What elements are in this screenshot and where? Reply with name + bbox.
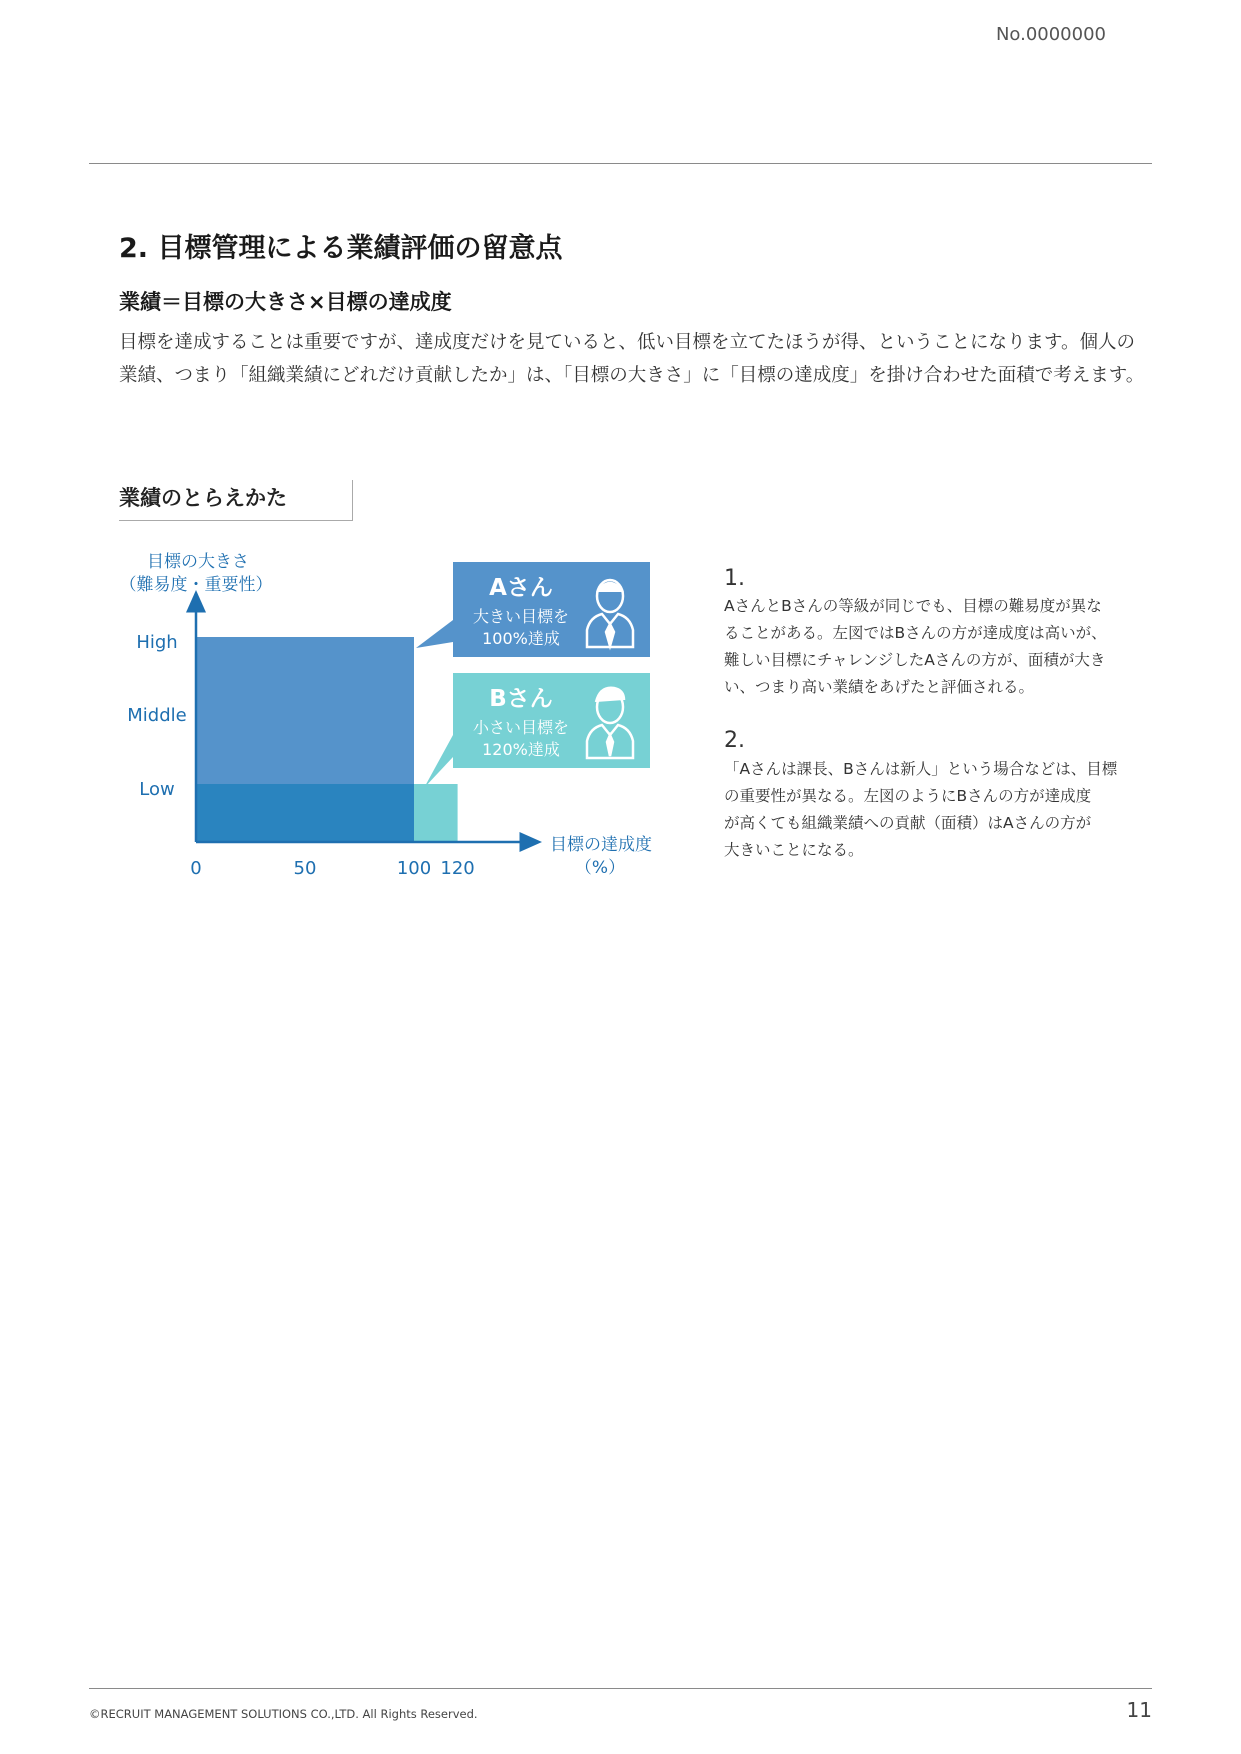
note-2-number: 2.	[724, 728, 745, 753]
intro-line-1: 目標を達成することは重要ですが、達成度だけを見ていると、低い目標を立てたほうが得、ということになります。個人の	[119, 332, 1136, 353]
y-axis-title-line2: （難易度・重要性）	[119, 575, 273, 595]
callout-b-san	[424, 673, 650, 788]
formula-heading: 業績＝目標の大きさ×目標の達成度	[119, 290, 452, 314]
x-tick-100: 100	[396, 858, 432, 879]
callout-a-line2: 100%達成	[482, 629, 560, 648]
x-tick-50: 50	[293, 858, 317, 879]
bar-overlap	[196, 784, 414, 842]
copyright: ©RECRUIT MANAGEMENT SOLUTIONS CO.,LTD. All Rights Reserved.	[89, 1707, 478, 1721]
x-tick-120: 120	[440, 858, 475, 879]
intro-line-2: 業績、つまり「組織業績にどれだけ貢献したか」は、「目標の大きさ」に「目標の達成度」を掛け合わせた面積で考えます。	[119, 365, 1145, 386]
y-tick-low: Low	[139, 779, 175, 800]
footer-divider	[89, 1688, 1152, 1689]
note-1-line: AさんとBさんの等級が同じでも、目標の難易度が異な	[724, 597, 1102, 615]
note-2-text	[724, 756, 1144, 864]
x-tick-0: 0	[190, 858, 202, 879]
document-number: No.0000000	[995, 24, 1106, 45]
note-1-text	[724, 593, 1144, 701]
callout-a-name: Aさん	[489, 575, 553, 601]
callout-a-tail	[416, 620, 453, 648]
note-2-line: 「Aさんは課長、Bさんは新人」という場合などは、目標	[724, 760, 1118, 778]
y-tick-middle: Middle	[127, 705, 187, 726]
y-tick-high: High	[136, 632, 178, 653]
note-1-line: ることがある。左図ではBさんの方が達成度は高いが、	[724, 624, 1107, 642]
page-number: 11	[1126, 1698, 1152, 1722]
x-axis-title-line2: （%）	[574, 858, 626, 878]
callout-b-line2: 120%達成	[482, 740, 560, 759]
note-1-line: い、つまり高い業績をあげたと評価される。	[724, 678, 1035, 696]
callout-a-san	[416, 562, 650, 657]
section-title: 2. 目標管理による業績評価の留意点	[119, 233, 563, 264]
x-axis-title-line1: 目標の達成度	[550, 835, 652, 855]
note-2-line: の重要性が異なる。左図のようにBさんの方が達成度	[724, 787, 1092, 805]
note-2-line: が高くても組織業績への貢献（面積）はAさんの方が	[724, 814, 1092, 832]
sub-heading: 業績のとらえかた	[119, 486, 287, 510]
callout-b-tail	[424, 735, 453, 788]
callout-b-line1: 小さい目標を	[472, 718, 570, 737]
callout-b-name: Bさん	[489, 686, 553, 712]
note-2-line: 大きいことになる。	[724, 841, 864, 859]
note-1-number: 1.	[724, 566, 745, 591]
y-axis-title-line1: 目標の大きさ	[147, 552, 249, 572]
note-1-line: 難しい目標にチャレンジしたAさんの方が、面積が大き	[724, 651, 1106, 669]
callout-a-line1: 大きい目標を	[472, 607, 570, 626]
